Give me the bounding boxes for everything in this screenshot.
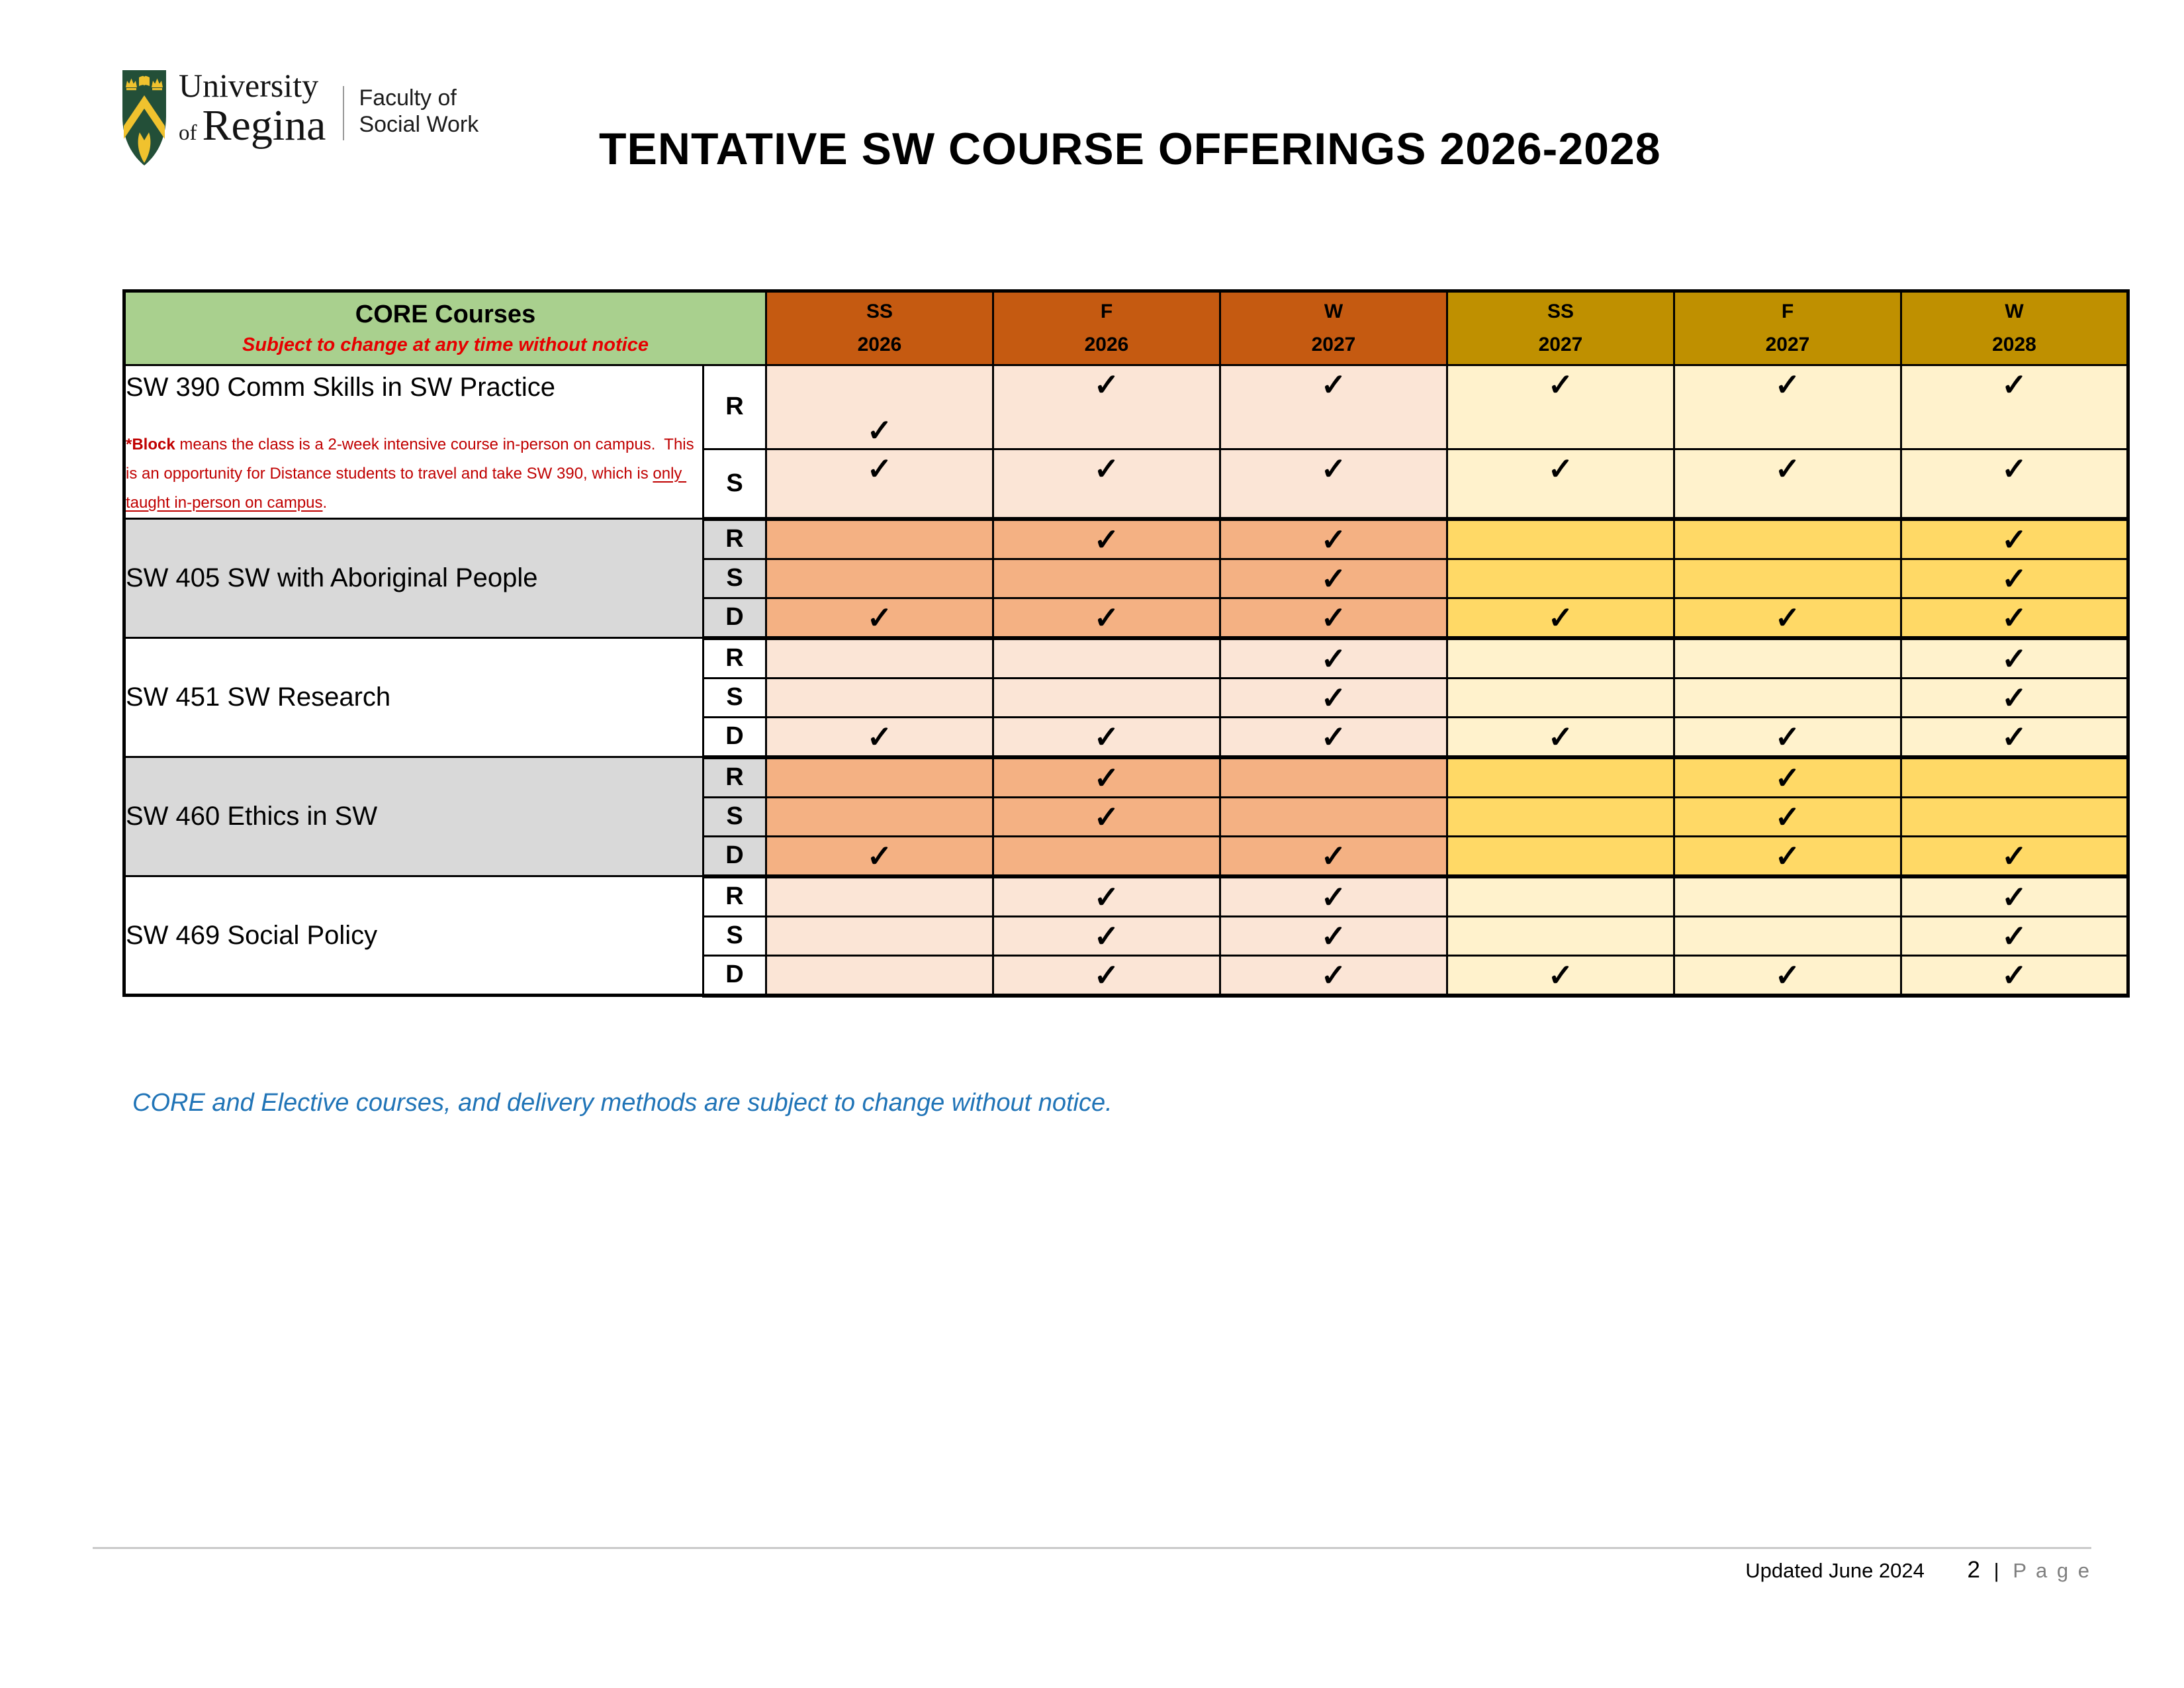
check-cell — [1901, 559, 2128, 598]
footer-page-label: P a g e — [2013, 1559, 2091, 1582]
checkmark-icon: ✓ — [1093, 522, 1120, 557]
checkmark-icon: ✓ — [2001, 451, 2027, 486]
core-courses-subtitle: Subject to change at any time without notice — [242, 334, 649, 355]
empty-cell — [993, 559, 1220, 598]
check-cell — [766, 598, 993, 638]
check-cell — [993, 916, 1220, 955]
checkmark-icon: ✓ — [1774, 799, 1801, 834]
checkmark-icon: ✓ — [1774, 451, 1801, 486]
course-name: SW 390 Comm Skills in SW Practice — [126, 373, 556, 402]
checkmark-icon: ✓ — [1093, 451, 1120, 486]
check-cell — [1901, 876, 2128, 917]
logo-university-text: University — [179, 67, 319, 104]
term-label: F — [1100, 301, 1113, 322]
faculty-name — [359, 85, 478, 138]
checkmark-icon: ✓ — [1320, 879, 1347, 914]
column-header-f-2027 — [1674, 291, 1901, 365]
check-cell — [1674, 598, 1901, 638]
empty-cell — [1447, 559, 1674, 598]
check-cell — [993, 876, 1220, 917]
course-table-body — [124, 365, 2128, 996]
year-label: 2027 — [1311, 334, 1356, 355]
delivery-label-r: R — [704, 757, 766, 798]
check-cell — [1901, 519, 2128, 559]
term-label: SS — [1547, 301, 1574, 322]
check-cell — [766, 717, 993, 757]
checkmark-icon: ✓ — [2001, 838, 2027, 873]
empty-cell — [766, 757, 993, 798]
checkmark-icon: ✓ — [1320, 367, 1347, 402]
checkmark-icon: ✓ — [866, 600, 893, 635]
column-header-w-2028 — [1901, 291, 2128, 365]
check-cell — [1901, 449, 2128, 518]
check-cell — [993, 797, 1220, 836]
faculty-line1: Faculty of — [359, 85, 457, 111]
checkmark-icon: ✓ — [1320, 522, 1347, 557]
check-cell — [993, 717, 1220, 757]
checkmark-icon: ✓ — [2001, 719, 2027, 754]
delivery-label-d: D — [704, 955, 766, 996]
empty-cell — [1674, 559, 1901, 598]
course-name-cell — [124, 519, 704, 638]
check-cell — [1447, 955, 1674, 996]
checkmark-icon: ✓ — [1774, 957, 1801, 992]
checkmark-icon: ✓ — [1320, 561, 1347, 596]
empty-cell — [1447, 876, 1674, 917]
checkmark-icon: ✓ — [1320, 918, 1347, 953]
checkmark-icon: ✓ — [1320, 838, 1347, 873]
check-cell — [1447, 598, 1674, 638]
check-cell — [1901, 916, 2128, 955]
check-cell — [1220, 365, 1447, 449]
course-note: *Block means the class is a 2-week intensive course in-person on campus. This is an opportunity for Distance students to travel and take SW 390, which is only taught in-person on campus. — [126, 436, 699, 512]
table-row — [124, 638, 2128, 679]
check-cell — [993, 519, 1220, 559]
course-table — [122, 289, 2130, 998]
term-label: W — [2005, 301, 2024, 322]
table-row — [124, 876, 2128, 917]
delivery-label-s: S — [704, 916, 766, 955]
checkmark-icon: ✓ — [866, 838, 893, 873]
check-cell — [1674, 449, 1901, 518]
university-crest-icon — [120, 69, 168, 168]
term-label: SS — [866, 301, 893, 322]
checkmark-icon: ✓ — [2001, 957, 2027, 992]
check-cell — [1674, 955, 1901, 996]
course-name: SW 405 SW with Aboriginal People — [126, 563, 538, 592]
check-cell — [993, 365, 1220, 449]
checkmark-icon: ✓ — [1093, 957, 1120, 992]
checkmark-icon: ✓ — [2001, 522, 2027, 557]
check-cell — [993, 449, 1220, 518]
empty-cell — [1220, 797, 1447, 836]
delivery-label-s: S — [704, 559, 766, 598]
checkmark-icon: ✓ — [1320, 680, 1347, 715]
check-cell — [993, 757, 1220, 798]
logo-regina-text — [179, 101, 326, 150]
check-cell — [1220, 678, 1447, 717]
empty-cell — [766, 559, 993, 598]
table-header-row — [124, 291, 2128, 365]
check-cell — [1220, 717, 1447, 757]
footer-page-number: 2 — [1967, 1557, 1980, 1583]
checkmark-icon: ✓ — [1774, 719, 1801, 754]
checkmark-icon: ✓ — [1320, 957, 1347, 992]
check-cell — [1220, 876, 1447, 917]
course-name-cell — [124, 638, 704, 757]
check-cell — [1901, 365, 2128, 449]
checkmark-icon: ✓ — [2001, 367, 2027, 402]
check-cell — [1901, 717, 2128, 757]
empty-cell — [1447, 916, 1674, 955]
checkmark-icon: ✓ — [1093, 799, 1120, 834]
empty-cell — [1674, 678, 1901, 717]
empty-cell — [1447, 678, 1674, 717]
checkmark-icon: ✓ — [1774, 367, 1801, 402]
core-courses-title: CORE Courses — [355, 301, 536, 328]
faculty-line2: Social Work — [359, 112, 479, 138]
checkmark-icon: ✓ — [1093, 719, 1120, 754]
check-cell — [1220, 449, 1447, 518]
checkmark-icon: ✓ — [1547, 719, 1574, 754]
checkmark-icon: ✓ — [1093, 760, 1120, 795]
course-name-cell — [124, 757, 704, 876]
check-cell — [1901, 678, 2128, 717]
delivery-label-r: R — [704, 365, 766, 449]
course-name: SW 460 Ethics in SW — [126, 802, 378, 831]
table-row — [124, 757, 2128, 798]
logo — [120, 69, 478, 168]
checkmark-icon: ✓ — [1320, 719, 1347, 754]
year-label: 2026 — [857, 334, 902, 355]
delivery-label-s: S — [704, 797, 766, 836]
checkmark-icon: ✓ — [2001, 641, 2027, 676]
check-cell — [1220, 638, 1447, 679]
check-cell — [1674, 717, 1901, 757]
delivery-label-d: D — [704, 598, 766, 638]
column-header-f-2026 — [993, 291, 1220, 365]
checkmark-icon: ✓ — [866, 451, 893, 486]
empty-cell — [766, 638, 993, 679]
check-cell — [1447, 449, 1674, 518]
checkmark-icon: ✓ — [1774, 760, 1801, 795]
check-cell — [993, 955, 1220, 996]
delivery-label-r: R — [704, 638, 766, 679]
checkmark-icon: ✓ — [1093, 600, 1120, 635]
term-label: F — [1781, 301, 1794, 322]
check-cell — [1220, 598, 1447, 638]
checkmark-icon: ✓ — [1547, 957, 1574, 992]
check-cell — [1220, 836, 1447, 876]
checkmark-icon: ✓ — [1547, 451, 1574, 486]
empty-cell — [766, 916, 993, 955]
check-cell — [1674, 836, 1901, 876]
check-cell — [1674, 365, 1901, 449]
table-row — [124, 519, 2128, 559]
logo-wordmark — [179, 67, 326, 150]
check-cell — [993, 598, 1220, 638]
checkmark-icon: ✓ — [1774, 838, 1801, 873]
year-label: 2027 — [1538, 334, 1583, 355]
check-cell — [1901, 836, 2128, 876]
delivery-label-r: R — [704, 876, 766, 917]
course-name: SW 469 Social Policy — [126, 920, 378, 950]
check-cell — [766, 365, 993, 449]
empty-cell — [1447, 757, 1674, 798]
checkmark-icon: ✓ — [1093, 367, 1120, 402]
empty-cell — [766, 519, 993, 559]
course-name: SW 451 SW Research — [126, 682, 391, 712]
check-cell — [766, 836, 993, 876]
checkmark-icon: ✓ — [1320, 641, 1347, 676]
delivery-label-s: S — [704, 449, 766, 518]
checkmark-icon: ✓ — [1547, 600, 1574, 635]
check-cell — [1674, 797, 1901, 836]
empty-cell — [1674, 519, 1901, 559]
check-cell — [1220, 916, 1447, 955]
check-cell — [1901, 955, 2128, 996]
delivery-label-r: R — [704, 519, 766, 559]
empty-cell — [1447, 638, 1674, 679]
empty-cell — [766, 955, 993, 996]
term-label: W — [1324, 301, 1343, 322]
empty-cell — [766, 678, 993, 717]
empty-cell — [993, 836, 1220, 876]
empty-cell — [1901, 757, 2128, 798]
footer-separator: | — [1993, 1559, 1999, 1582]
empty-cell — [766, 876, 993, 917]
checkmark-icon: ✓ — [1774, 600, 1801, 635]
logo-regina-word: Regina — [202, 101, 326, 150]
check-cell — [1901, 598, 2128, 638]
table-row — [124, 365, 2128, 449]
check-cell — [1220, 559, 1447, 598]
checkmark-icon: ✓ — [1547, 367, 1574, 402]
year-label: 2027 — [1765, 334, 1810, 355]
empty-cell — [1447, 836, 1674, 876]
empty-cell — [1674, 876, 1901, 917]
checkmark-icon: ✓ — [1093, 918, 1120, 953]
check-cell — [1447, 365, 1674, 449]
year-label: 2026 — [1084, 334, 1129, 355]
page-footer — [1745, 1557, 2091, 1583]
checkmark-icon: ✓ — [866, 719, 893, 754]
empty-cell — [1901, 797, 2128, 836]
column-header-ss-2027 — [1447, 291, 1674, 365]
checkmark-icon: ✓ — [1320, 600, 1347, 635]
check-cell — [1674, 757, 1901, 798]
checkmark-icon: ✓ — [2001, 918, 2027, 953]
checkmark-icon: ✓ — [866, 412, 893, 447]
delivery-label-d: D — [704, 717, 766, 757]
column-header-ss-2026 — [766, 291, 993, 365]
empty-cell — [1674, 916, 1901, 955]
change-notice: CORE and Elective courses, and delivery methods are subject to change without notice. — [132, 1089, 1113, 1117]
empty-cell — [993, 638, 1220, 679]
checkmark-icon: ✓ — [1093, 879, 1120, 914]
checkmark-icon: ✓ — [2001, 879, 2027, 914]
empty-cell — [993, 678, 1220, 717]
empty-cell — [1674, 638, 1901, 679]
empty-cell — [1220, 757, 1447, 798]
footer-divider — [93, 1547, 2091, 1549]
checkmark-icon: ✓ — [2001, 561, 2027, 596]
page-title: TENTATIVE SW COURSE OFFERINGS 2026-2028 — [599, 124, 1661, 174]
delivery-label-s: S — [704, 678, 766, 717]
course-name-cell — [124, 876, 704, 996]
empty-cell — [1447, 519, 1674, 559]
delivery-label-d: D — [704, 836, 766, 876]
course-name-cell — [124, 365, 704, 519]
check-cell — [1901, 638, 2128, 679]
logo-divider — [343, 86, 344, 140]
check-cell — [1220, 955, 1447, 996]
check-cell — [766, 449, 993, 518]
check-cell — [1220, 519, 1447, 559]
year-label: 2028 — [1992, 334, 2036, 355]
footer-updated: Updated June 2024 — [1745, 1559, 1925, 1582]
column-header-w-2027 — [1220, 291, 1447, 365]
empty-cell — [1447, 797, 1674, 836]
checkmark-icon: ✓ — [2001, 600, 2027, 635]
checkmark-icon: ✓ — [1320, 451, 1347, 486]
checkmark-icon: ✓ — [2001, 680, 2027, 715]
check-cell — [1447, 717, 1674, 757]
logo-of-text: of — [179, 121, 197, 145]
core-courses-header — [124, 291, 766, 365]
empty-cell — [766, 797, 993, 836]
